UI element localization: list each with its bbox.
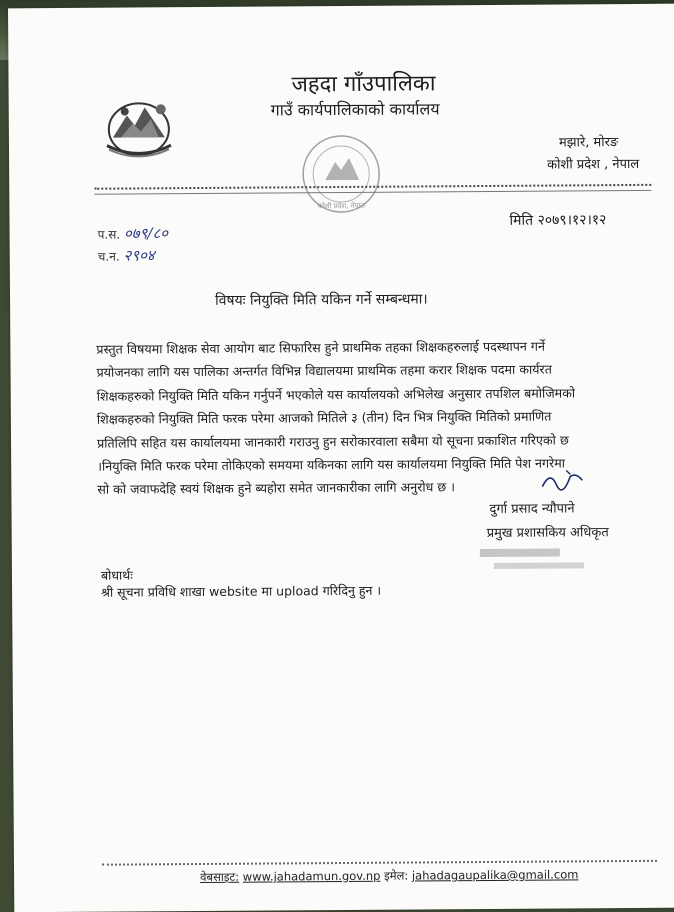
ref-cn-label: च.न. <box>97 249 120 264</box>
ref-cn-value: २९०४ <box>123 246 155 265</box>
footer-divider <box>102 860 657 866</box>
body-line: ।नियुक्ति मिति फरक परेमा तोकिएको समयमा यकिनका लागि यस कार्यालयमा नियुक्ति मिति पेश नगरेमा <box>97 455 566 474</box>
address-line-2: कोशी प्रदेश , नेपाल <box>547 156 640 173</box>
body-line: सो को जवाफदेहि स्वयं शिक्षक हुने ब्यहोरा समेत जानकारीका लागि अनुरोध छ । <box>97 479 456 498</box>
website-link[interactable]: www.jahadamun.gov.np <box>242 868 381 884</box>
website-label: वेबसाइट: <box>200 869 240 885</box>
government-emblem-icon <box>99 93 179 164</box>
body-line: शिक्षकहरुको नियुक्ति मिति यकिन गर्नुपर्ने भएकोले यस कार्यालयको अभिलेख अनुसार तपशिल बमोजिमको <box>96 385 576 404</box>
body-line: प्रस्तुत विषयमा शिक्षक सेवा आयोग बाट सिफारिस हुने प्राथमिक तहका शिक्षकहरुलाई पदस्थापन गर्ने <box>96 338 546 357</box>
email-label: इमेल: <box>384 868 409 883</box>
letter-page <box>8 4 674 912</box>
body-line: प्रयोजनका लागि यस पालिका अन्तर्गत विभिन्न विद्यालयमा प्राथमिक तहमा करार शिक्षक पदमा कार्यरत <box>96 361 552 381</box>
signatory-name: दुर्गा प्रसाद न्यौपाने <box>489 501 575 517</box>
seal-text: कोशी प्रदेश, नेपाल <box>317 201 366 211</box>
footer-contact <box>200 867 578 885</box>
signature-mark <box>536 466 596 494</box>
office-seal-stamp <box>299 132 384 217</box>
letter-subject: विषयः नियुक्ति मिति यकिन गर्ने सम्बन्धमा। <box>214 291 428 309</box>
ref-ps-value: ०७९/८० <box>123 224 169 243</box>
dispatch-number <box>98 245 155 265</box>
email-link[interactable]: jahadagaupalika@gmail.com <box>411 867 579 883</box>
address-line-1: मझारे, मोरङ <box>558 135 619 151</box>
body-line: शिक्षकहरुको नियुक्ति मिति फरक परेमा आजको मितिले ३ (तीन) दिन भित्र नियुक्ति मितिको प्रमाणित <box>96 408 552 427</box>
organization-name: जहदा गाँउपालिका <box>291 71 436 98</box>
letter-date: मिति २०७९।१२।१२ <box>509 212 607 229</box>
ref-ps-label: प.स. <box>97 227 121 242</box>
cc-label: बोधार्थः <box>100 567 133 583</box>
faded-name-stamp <box>474 542 614 583</box>
office-name: गाउँ कार्यपालिकाको कार्यालय <box>270 99 440 120</box>
cc-recipient: श्री सूचना प्रविधि शाखा website मा upload गरिदिनु हुन । <box>101 582 382 600</box>
signatory-title: प्रमुख प्रशासकिय अधिकृत <box>486 525 609 541</box>
reference-number <box>98 223 169 243</box>
body-line: प्रतिलिपि सहित यस कार्यालयमा जानकारी गराउनु हुन सरोकारवाला सबैमा यो सूचना प्रकाशित गरिएको छ <box>96 432 569 451</box>
